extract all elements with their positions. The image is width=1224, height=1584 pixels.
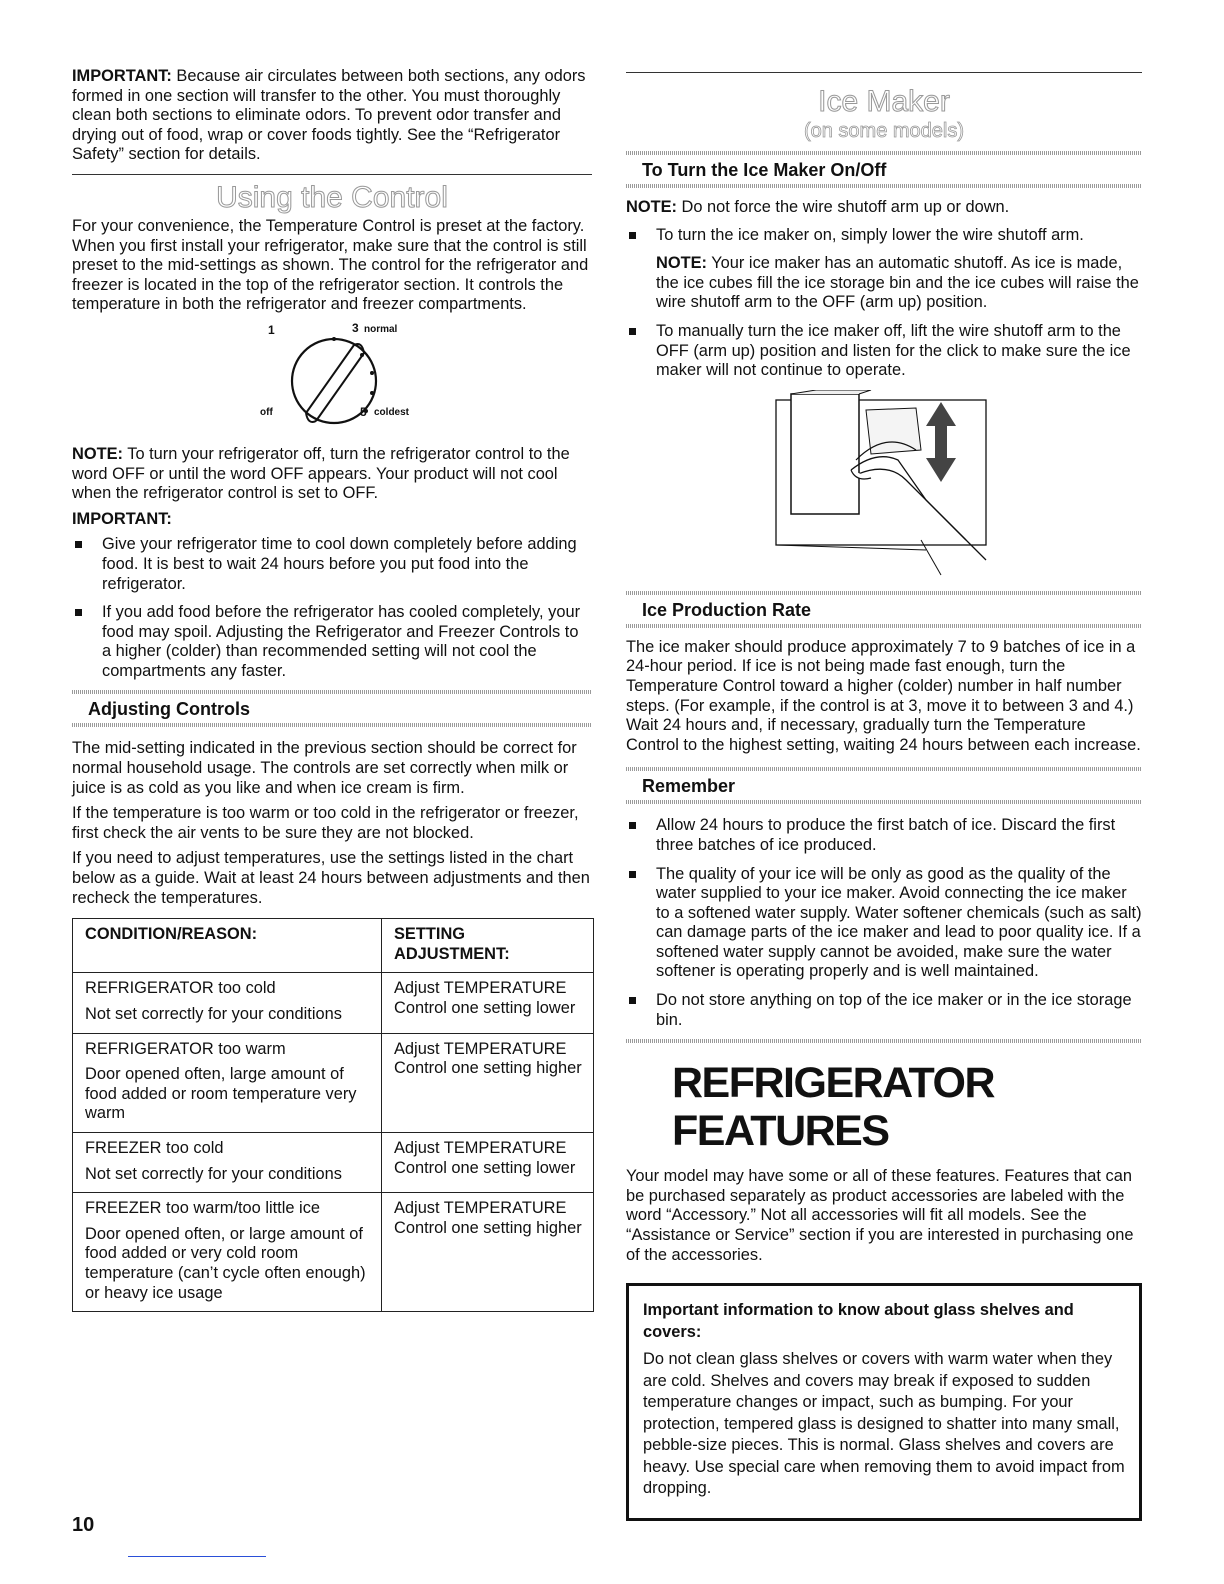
reason: Not set correctly for your conditions (85, 1005, 342, 1023)
subsection-divider (626, 184, 1142, 188)
dial-label-normal: normal (364, 323, 398, 335)
subsection-divider (72, 723, 592, 727)
using-control-intro: For your convenience, the Temperature Control is preset at the factory. When you first install your refrigerator, make sure that the control is still preset to the mid-settings as shown. The control for the refrigerator and freezer is located in the top of the refrigerator section. It controls the temperature in both the refrigerator and freezer compartments. (72, 216, 589, 314)
important-label: IMPORTANT: (72, 67, 172, 85)
important-intro-text: Because air circulates between both sections, any odors formed in one section will transfer to the other. You must thoroughly clean both sections to eliminate odors. To prevent odor transfer and drying out of food, wrap or cover foods tightly. See the “Refrigerator Safety” section for details. (72, 67, 586, 164)
condition: FREEZER too warm/too little ice (85, 1199, 320, 1218)
right-column (626, 60, 1142, 1521)
dial-label-coldest: coldest (374, 406, 410, 418)
condition-cell (73, 1033, 382, 1132)
condition: FREEZER too cold (85, 1138, 224, 1157)
condition-cell (73, 1193, 382, 1312)
condition: REFRIGERATOR too cold (85, 979, 276, 998)
left-column (72, 60, 592, 1312)
ice-production-heading: Ice Production Rate (642, 599, 812, 620)
refrigerator-features-title: REFRIGERATOR FEATURES (672, 1059, 995, 1156)
ice-maker-subtitle: (on some models) (803, 120, 965, 142)
adjusting-paragraph-3: If you need to adjust temperatures, use the settings listed in the chart below as a guide. Wait at least 24 hours between adjustments and then recheck the temperatures. (72, 849, 590, 907)
important-intro (72, 67, 592, 165)
adjusting-paragraph-2: If the temperature is too warm or too cold in the refrigerator or freezer, first check the air vents to be sure they are not blocked. (72, 804, 579, 842)
section-divider (72, 174, 592, 175)
info-box-heading: Important information to know about glass shelves and covers: (643, 1301, 1074, 1341)
automatic-shutoff-note (656, 254, 1142, 313)
temperature-dial-illustration (72, 321, 592, 439)
important-heading: IMPORTANT: (72, 509, 172, 528)
ice-production-text: The ice maker should produce approximately 7 to 9 batches of ice in a 24-hour period. If ice is not being made fast enough, turn the Temperature Control toward a higher (colder) number in half number steps. (For example, if the control is at 3, move it to between 3 and 4.) Wait 24 hours and, if necessary, gradually turn the Temperature Control to the highest setting, waiting 24 hours between each increase. (626, 637, 1141, 754)
list-item: Do not store anything on top of the ice maker or in the ice storage bin. (626, 991, 1142, 1030)
ice-maker-note (626, 198, 1142, 218)
ice-maker-illustration (626, 390, 1142, 585)
info-box-text: Do not clean glass shelves or covers with warm water when they are cold. Shelves and covers may break if exposed to sudden temperature changes or impact, such as bumping. For your protection, tempered glass is designed to shatter into many small, pebble-size pieces. This is normal. Glass shelves and covers are heavy. Use special care when removing them to avoid impact from dropping. (643, 1350, 1125, 1498)
note-text: Do not force the wire shutoff arm up or down. (677, 198, 1010, 216)
setting-cell: Adjust TEMPERATURE Control one setting lower (382, 1132, 594, 1192)
header-condition: CONDITION/REASON: (73, 919, 382, 973)
table-row (73, 1132, 594, 1192)
features-intro: Your model may have some or all of these features. Features that can be purchased separately as product accessories are labeled with the word “Accessory.” Not all accessories will fit all models. See the “Assistance or Service” section if you are interested in purchasing one of the accessories. (626, 1167, 1134, 1264)
ice-maker-bullets (626, 226, 1142, 381)
page-number: 10 (72, 1514, 95, 1536)
section-divider (626, 1039, 1142, 1043)
section-divider (626, 72, 1142, 73)
table-row (73, 1033, 594, 1132)
list-item (626, 226, 1142, 313)
setting-cell: Adjust TEMPERATURE Control one setting lower (382, 973, 594, 1033)
setting-cell: Adjust TEMPERATURE Control one setting higher (382, 1033, 594, 1132)
remember-heading: Remember (642, 776, 736, 797)
list-item: Allow 24 hours to produce the first batch of ice. Discard the first three batches of ice produced. (626, 816, 1142, 855)
condition: REFRIGERATOR too warm (85, 1039, 286, 1058)
adjusting-paragraph-1: The mid-setting indicated in the previous section should be correct for normal household usage. The controls are set correctly when milk or juice is as cold as you like and when ice cream is firm. (72, 739, 577, 797)
table-header-row (73, 919, 594, 973)
note-label: NOTE: (656, 254, 707, 273)
ice-maker-onoff-heading: To Turn the Ice Maker On/Off (642, 160, 887, 180)
dial-label-1: 1 (268, 322, 275, 337)
note-label: NOTE: (72, 444, 123, 463)
reason: Not set correctly for your conditions (85, 1164, 342, 1183)
glass-shelves-info-box (626, 1283, 1142, 1521)
subsection-divider (626, 624, 1142, 628)
list-item: Give your refrigerator time to cool down completely before adding food. It is best to wait 24 hours before you put food into the refrigerator. (72, 535, 592, 594)
note-label: NOTE: (626, 198, 677, 216)
ice-maker-arm-icon (626, 390, 1142, 585)
remember-bullets (626, 816, 1142, 1030)
setting-cell: Adjust TEMPERATURE Control one setting higher (382, 1193, 594, 1312)
note-text: Your ice maker has an automatic shutoff. As ice is made, the ice cubes fill the ice storage bin and the ice cubes will raise the wire shutoff arm to the OFF (arm up) position. (656, 254, 1139, 312)
reason: Door opened often, or large amount of food added or very cold room temperature (can’t cycle often enough) or heavy ice usage (85, 1224, 366, 1302)
important-bullets (72, 535, 592, 681)
note-text: To turn your refrigerator off, turn the refrigerator control to the word OFF or until the word OFF appears. Your product will not cool when the refrigerator control is set to OFF. (72, 444, 570, 503)
list-item: To manually turn the ice maker off, lift the wire shutoff arm to the OFF (arm up) position and listen for the click to make sure the ice maker will not continue to operate. (626, 322, 1142, 381)
using-control-title: Using the Control (216, 180, 448, 214)
reason: Door opened often, large amount of food added or room temperature very warm (85, 1065, 357, 1123)
condition-cell (73, 1132, 382, 1192)
list-item: The quality of your ice will be only as good as the quality of the water supplied to your ice maker. Avoid connecting the ice maker to a softened water supply. Water softener chemicals (such as salt) can damage parts of the ice maker and lead to poor quality ice. If a softened water supply cannot be avoided, make sure the water softener is operating properly and is well maintained. (626, 865, 1142, 983)
temperature-dial-icon (72, 321, 592, 439)
condition-cell (73, 973, 382, 1033)
table-row (73, 973, 594, 1033)
dial-label-3: 3 (352, 320, 359, 335)
header-setting: SETTING ADJUSTMENT: (382, 919, 594, 973)
turn-off-note (72, 445, 592, 504)
bullet-text: To turn the ice maker on, simply lower the wire shutoff arm. (656, 225, 1084, 244)
adjusting-controls-heading: Adjusting Controls (88, 699, 250, 720)
footer-link-line (128, 1556, 266, 1557)
ice-maker-title: Ice Maker (818, 85, 950, 118)
dial-label-off: off (260, 406, 273, 418)
table-row (73, 1193, 594, 1312)
subsection-divider (626, 800, 1142, 804)
settings-table (72, 918, 594, 1312)
list-item: If you add food before the refrigerator has cooled completely, your food may spoil. Adjusting the Refrigerator and Freezer Controls to a higher (colder) than recommended setting will not cool the compartments any faster. (72, 603, 592, 681)
dial-label-5: 5 (360, 404, 367, 419)
